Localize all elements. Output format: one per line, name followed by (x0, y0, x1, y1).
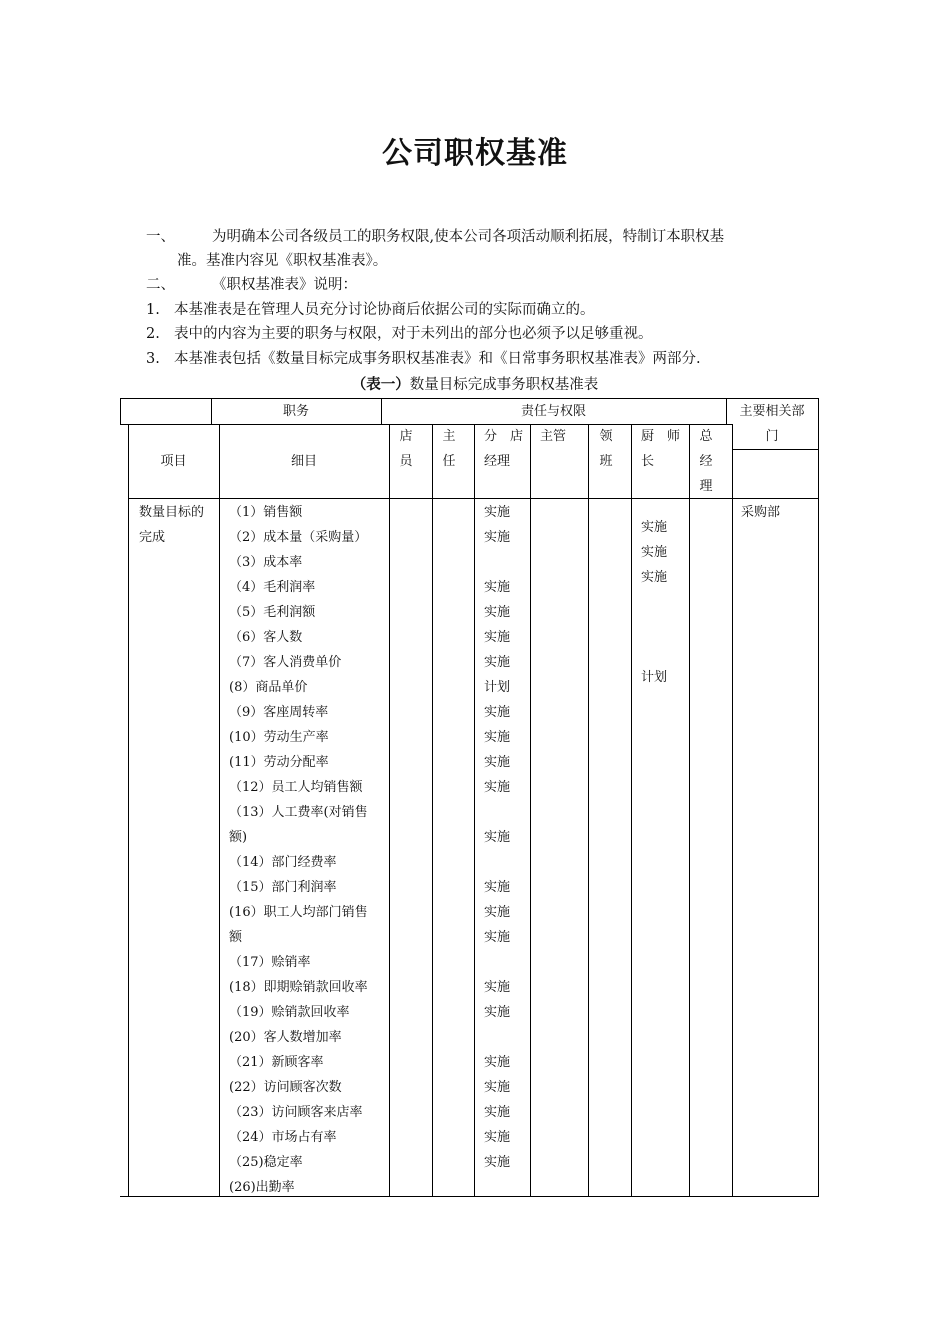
fendian-value: 实施 (484, 1055, 511, 1070)
chushi-value: 实施 (641, 570, 668, 585)
col-zhuguan: 主管 (540, 429, 567, 444)
item2-text: 《职权基准表》说明： (212, 277, 357, 293)
detail-row: （7）客人消费单价 (229, 655, 342, 670)
fendian-value (484, 850, 510, 875)
fendian-value: 实施 (484, 880, 511, 895)
detail-row: （5）毛利润额 (229, 605, 316, 620)
table-caption-rest: 数量目标完成事务职权基准表 (409, 377, 599, 393)
note-2-text: 表中的内容为主要的职务与权限，对于未列出的部分也必须予以足够重视。 (174, 326, 653, 342)
fendian-value: 实施 (484, 505, 511, 520)
detail-row: 额 (229, 930, 243, 945)
fendian-value: 实施 (484, 530, 511, 545)
fendian-value: 实施 (484, 1130, 511, 1145)
detail-row: （25)稳定率 (229, 1155, 303, 1170)
fendian-value (484, 800, 510, 825)
detail-row: （12）员工人均销售额 (229, 780, 363, 795)
col-xiangmu: 项目 (160, 454, 187, 469)
page-title: 公司职权基准 (382, 136, 568, 171)
detail-row: （4）毛利润率 (229, 580, 316, 595)
fendian-value: 实施 (484, 1105, 511, 1120)
chushi-values-column (641, 515, 667, 690)
note-3-text: 本基准表包括《数量目标完成事务职权基准表》和《日常事务职权基准表》两部分. (174, 351, 701, 367)
detail-row: (10）劳动生产率 (229, 730, 329, 745)
note-3-num: 3. (146, 351, 160, 367)
detail-row: （24）市场占有率 (229, 1130, 337, 1145)
fendian-value: 实施 (484, 980, 511, 995)
fendian-value (484, 550, 510, 575)
item2-marker: 二、 (146, 277, 175, 293)
fendian-values-column (484, 500, 510, 1200)
detail-row: (16）职工人均部门销售 (229, 905, 368, 920)
col-chushizhang: 厨 师 长 (641, 429, 681, 469)
fendian-value: 实施 (484, 630, 511, 645)
col-ximu: 细目 (290, 454, 317, 469)
detail-row: （1）销售额 (229, 505, 303, 520)
col-fendian: 分 店 经理 (484, 429, 524, 469)
detail-row: （21）新顾客率 (229, 1055, 324, 1070)
fendian-value: 实施 (484, 705, 511, 720)
fendian-value: 实施 (484, 1005, 511, 1020)
project-cell: 数量目标的 完成 (139, 505, 205, 545)
fendian-value: 实施 (484, 580, 511, 595)
fendian-value: 实施 (484, 830, 511, 845)
col-dianyuan: 店 员 (399, 429, 413, 469)
detail-row: (26)出勤率 (229, 1180, 295, 1195)
fendian-value (484, 950, 510, 975)
detail-row: (22）访问顾客次数 (229, 1080, 342, 1095)
item1-marker: 一、 (146, 229, 175, 245)
fendian-value: 实施 (484, 755, 511, 770)
fendian-value: 实施 (484, 1080, 511, 1095)
fendian-value: 实施 (484, 1155, 511, 1170)
col-lingban: 领 班 (599, 429, 613, 469)
fendian-value: 实施 (484, 930, 511, 945)
chushi-value (641, 615, 667, 640)
detail-row: （9）客座周转率 (229, 705, 329, 720)
header-zhiwu: 职务 (282, 404, 309, 419)
chushi-value (641, 640, 667, 665)
fendian-value: 实施 (484, 655, 511, 670)
detail-row: （23）访问顾客来店率 (229, 1105, 363, 1120)
col-zongjingli: 总 经 理 (699, 429, 713, 494)
detail-row: （3）成本率 (229, 555, 303, 570)
detail-row: （14）部门经费率 (229, 855, 337, 870)
detail-row: （6）客人数 (229, 630, 303, 645)
detail-row: (20）客人数增加率 (229, 1030, 342, 1045)
fendian-value: 实施 (484, 905, 511, 920)
fendian-value: 实施 (484, 730, 511, 745)
fendian-value: 实施 (484, 605, 511, 620)
header-zeren: 责任与权限 (520, 404, 586, 419)
detail-row: (8）商品单价 (229, 680, 308, 695)
note-1-text: 本基准表是在管理人员充分讨论协商后依据公司的实际而确立的。 (174, 302, 595, 318)
fendian-value (484, 1025, 510, 1050)
chushi-value: 计划 (641, 670, 668, 685)
table-caption (0, 373, 950, 397)
fendian-value: 实施 (484, 780, 511, 795)
chushi-value (641, 590, 667, 615)
detail-row: （15）部门利润率 (229, 880, 337, 895)
note-2-num: 2. (146, 326, 160, 342)
header-dept-line1: 主要相关部 (739, 404, 805, 419)
detail-row: (18）即期赊销款回收率 (229, 980, 368, 995)
dept-value: 采购部 (741, 505, 781, 520)
note-1-num: 1. (146, 302, 160, 318)
chushi-value: 实施 (641, 520, 668, 535)
item1-line1: 为明确本公司各级员工的职务权限,使本公司各项活动顺利拓展，特制订本职权基 (212, 229, 725, 245)
detail-row: 额) (229, 830, 248, 845)
details-column (229, 500, 368, 1200)
header-dept-line2: 门 (765, 429, 779, 444)
item1-line2: 准。基准内容见《职权基准表》。 (177, 253, 388, 269)
detail-row: (11）劳动分配率 (229, 755, 329, 770)
fendian-value: 计划 (484, 680, 511, 695)
chushi-value: 实施 (641, 545, 668, 560)
detail-row: （2）成本量（采购量） (229, 530, 368, 545)
fendian-value (484, 1175, 510, 1200)
col-zhuren: 主 任 (442, 429, 456, 469)
detail-row: （19）赊销款回收率 (229, 1005, 350, 1020)
detail-row: （13）人工费率(对销售 (229, 805, 368, 820)
detail-row: （17）赊销率 (229, 955, 311, 970)
table-caption-bold: （表一） (351, 376, 410, 393)
